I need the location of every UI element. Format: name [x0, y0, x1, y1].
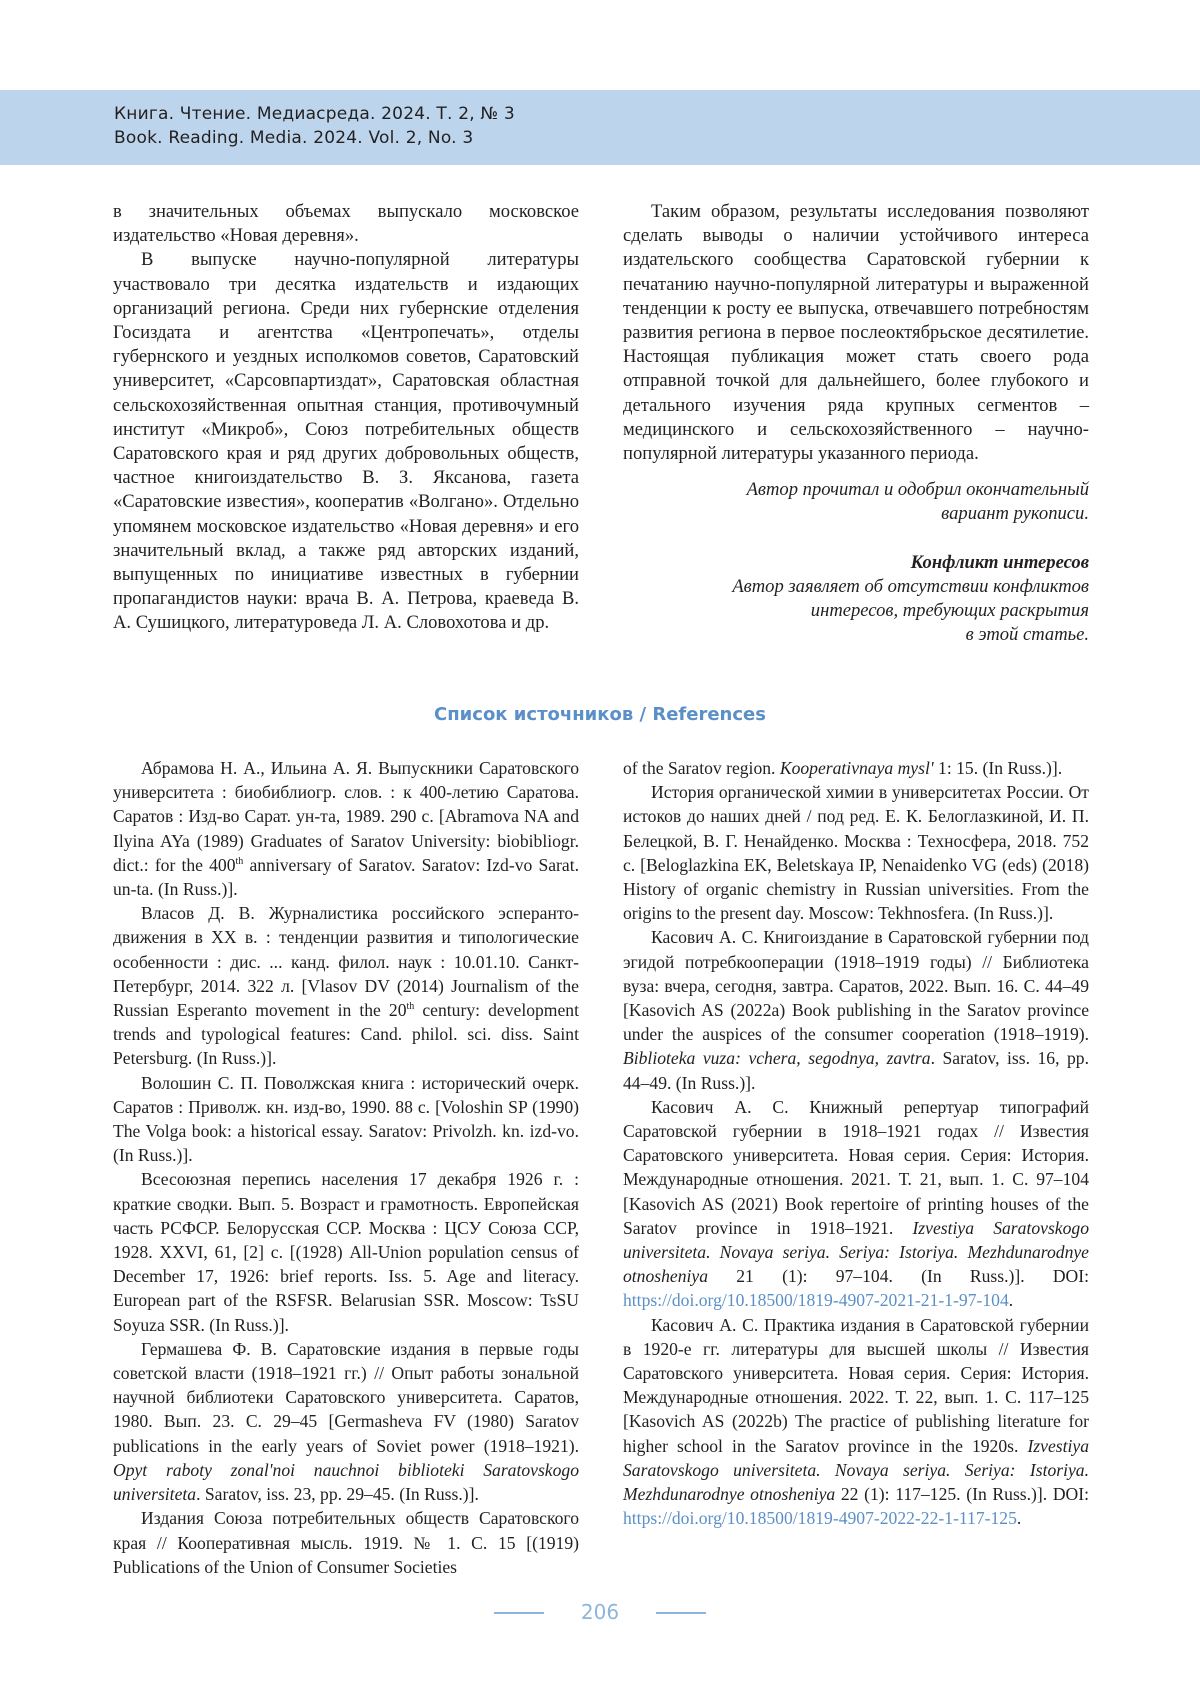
- doi-link[interactable]: https://doi.org/10.18500/1819-4907-2021-21-1-97-104: [623, 1290, 1009, 1310]
- reference-text: anniversary of Saratov. Saratov: Izd-vo Sarat. un-ta. (In Russ.)].: [113, 855, 579, 899]
- journal-header-band: [0, 90, 1200, 165]
- reference-text: 21 (1): 97–104. (In Russ.)]. DOI:: [708, 1266, 1089, 1286]
- journal-title: Opyt raboty zonal'noi nauchnoi biblioteki Saratovskogo universiteta: [113, 1460, 579, 1504]
- conflict-title: Конфликт интересов: [623, 551, 1089, 575]
- journal-title-en: Book. Reading. Media. 2024. Vol. 2, No. 3: [114, 128, 473, 148]
- journal-title: Biblioteka vuza: vchera, segodnya, zavtra: [623, 1048, 931, 1068]
- footer-line-right: [656, 1612, 706, 1614]
- reference-text: История органической химии в университетах России. От истоков до наших дней / под ред. Е. К. Белоглазкиной, И. П. Белецкой, В. Г. Ненайденко. Москва : Техносфера, 2018. 752 с. [Beloglazkina EK, Beletskaya IP, Nenaidenko VG (eds) (2018) History of organic chemistry in Russian universities. From the origins to the present day. Moscow: Tekhnosfera. (In Russ.)].: [623, 782, 1089, 923]
- references-right-column: [623, 756, 1089, 1531]
- superscript: th: [236, 856, 244, 867]
- reference-text: Волошин С. П. Поволжская книга : исторический очерк. Саратов : Приволж. кн. изд-во, 1990. 88 с. [Voloshin SP (1990) The Volga book: a historical essay. Saratov: Privolzh. kn. izd-vo. (In Russ.)].: [113, 1073, 579, 1166]
- reference-text: Касович А. С. Практика издания в Саратовской губернии в 1920-е гг. литературы для высшей школы // Известия Саратовского университета. Новая серия. Серия: История. Международные отношения. 2022. Т. 22, вып. 1. С. 117–125 [Kasovich AS (2022b) The practice of publishing literature for higher school in the Saratov province in the 1920s.: [623, 1315, 1089, 1456]
- reference-item: [113, 1506, 579, 1579]
- reference-text: Абрамова Н. А., Ильина А. Я. Выпускники Саратовского университета : биобиблиогр. слов. : к 400-летию Саратова. Саратов : Изд-во Сарат. ун-та, 1989. 290 с. [Abramova NA and Ilyina AYa (1989) Graduates of Saratov University: biobibliogr. dict.: for the 400: [113, 758, 579, 875]
- reference-item: [113, 901, 579, 1070]
- reference-text: Власов Д. В. Журналистика российского эсперанто-движения в XX в. : тенденции развития и типологические особенности : дис. ... канд. филол. наук : 10.01.10. Санкт-Петербург, 2014. 322 л. [Vlasov DV (2014) Journalism of the Russian Esperanto movement in the 20: [113, 903, 579, 1020]
- conclusion-paragraph: Таким образом, результаты исследования позволяют сделать выводы о наличии устойчивого интереса издательского сообщества Саратовской губернии к печатанию научно-популярной литературы и выраженной тенденции к росту ее выпуска, отвечавшего потребностям развития региона в первое послеоктябрьское десятилетие. Настоящая публикация может стать своего рода отправной точкой для дальнейшего, более глубокого и детального изучения ряда крупных сегментов – медицинского и сельскохозяйственного – научно-популярной литературы указанного периода.: [623, 200, 1089, 466]
- reference-item: [623, 780, 1089, 925]
- reference-item: [113, 1071, 579, 1168]
- approval-line: вариант рукописи.: [623, 502, 1089, 526]
- reference-text: Касович А. С. Книгоиздание в Саратовской губернии под эгидой потребкооперации (1918–1919 годы) // Библиотека вуза: вчера, сегодня, завтра. Саратов, 2022. Вып. 16. С. 44–49 [Kasovich AS (2022a) Book publishing in the Saratov province under the auspices of the consumer cooperation (1918–1919).: [623, 927, 1089, 1044]
- journal-title-ru: Книга. Чтение. Медиасреда. 2024. Т. 2, № 3: [114, 104, 515, 124]
- reference-text: Издания Союза потребительных обществ Саратовского края // Кооперативная мысль. 1919. № 1. С. 15 [(1919) Publications of the Union of Consumer Societies: [113, 1508, 579, 1576]
- journal-title: Kooperativnaya mysl': [780, 758, 934, 778]
- right-text-column: [623, 200, 1089, 647]
- reference-item: [623, 1313, 1089, 1531]
- page-number: 206: [0, 1600, 1200, 1624]
- reference-text: . Saratov, iss. 16, pp. 44–49. (In Russ.)].: [623, 1048, 1089, 1092]
- conflict-line: интересов, требующих раскрытия: [623, 599, 1089, 623]
- left-text-column: [113, 200, 579, 636]
- reference-item: [623, 756, 1089, 780]
- reference-item: [113, 756, 579, 901]
- reference-text: of the Saratov region.: [623, 758, 780, 778]
- reference-item: [623, 1095, 1089, 1313]
- paragraph: в значительных объемах выпускало московское издательство «Новая деревня».: [113, 200, 579, 248]
- journal-title: Izvestiya Saratovskogo universiteta. Novaya seriya. Seriya: Istoriya. Mezhdunarodnye otnosheniya: [623, 1218, 1089, 1286]
- reference-text: .: [1009, 1290, 1013, 1310]
- reference-text: . Saratov, iss. 23, pp. 29–45. (In Russ.)].: [196, 1484, 479, 1504]
- references-heading: Список источников / References: [0, 704, 1200, 725]
- journal-title: Izvestiya Saratovskogo universiteta. Novaya seriya. Seriya: Istoriya. Mezhdunarodnye otnosheniya: [623, 1436, 1089, 1504]
- reference-text: Всесоюзная перепись населения 17 декабря 1926 г. : краткие сводки. Вып. 5. Возраст и грамотность. Европейская часть РСФСР. Белорусская ССР. Москва : ЦСУ Союза ССР, 1928. XXVI, 61, [2] с. [(1928) All-Union population census of December 17, 1926: brief reports. Iss. 5. Age and literacy. European part of the RSFSR. Belarusian SSR. Moscow: TsSU Soyuza SSR. (In Russ.)].: [113, 1169, 579, 1334]
- reference-text: 22 (1): 117–125. (In Russ.)]. DOI:: [835, 1484, 1089, 1504]
- reference-item: [113, 1167, 579, 1336]
- doi-link[interactable]: https://doi.org/10.18500/1819-4907-2022-22-1-117-125: [623, 1508, 1017, 1528]
- reference-text: Гермашева Ф. В. Саратовские издания в первые годы советской власти (1918–1921 гг.) // Опыт работы зональной научной библиотеки Саратовского университета. Саратов, 1980. Вып. 23. С. 29–45 [Germasheva FV (1980) Saratov publications in the early years of Soviet power (1918–1921).: [113, 1339, 579, 1456]
- approval-line: Автор прочитал и одобрил окончательный: [623, 478, 1089, 502]
- paragraph: В выпуске научно-популярной литературы участвовало три десятка издательств и издающих организаций региона. Среди них губернские отделения Госиздата и агентства «Центропечать», отделы губернского и уездных исполкомов советов, Саратовский университет, «Сарсовпартиздат», Саратовская областная сельскохозяйственная опытная станция, противочумный институт «Микроб», Союз потребительных обществ Саратовского края и ряд других добровольных обществ, частное книгоиздательство В. З. Яксанова, газета «Саратовские известия», кооператив «Волгано». Отдельно упомянем московское издательство «Новая деревня» и его значительный вклад, а также ряд авторских изданий, выпущенных по инициативе известных в губернии пропагандистов науки: врача В. А. Петрова, краеведа В. А. Сушицкого, литературоведа Л. А. Словохотова и др.: [113, 248, 579, 635]
- superscript: th: [407, 1001, 415, 1012]
- reference-text: 1: 15. (In Russ.)].: [934, 758, 1063, 778]
- conflict-of-interest: [623, 551, 1089, 648]
- conflict-line: в этой статье.: [623, 623, 1089, 647]
- author-approval: [623, 478, 1089, 526]
- reference-text: .: [1017, 1508, 1021, 1528]
- reference-text: century: development trends and typological features: Cand. philol. sci. diss. Saint Petersburg. (In Russ.)].: [113, 1000, 579, 1068]
- reference-text: Касович А. С. Книжный репертуар типографий Саратовской губернии в 1918–1921 годах // Известия Саратовского университета. Новая серия. Серия: История. Международные отношения. 2021. Т. 21, вып. 1. С. 97–104 [Kasovich AS (2021) Book repertoire of printing houses of the Saratov province in 1918–1921.: [623, 1097, 1089, 1238]
- reference-item: [113, 1337, 579, 1506]
- references-left-column: [113, 756, 579, 1579]
- conflict-line: Автор заявляет об отсутствии конфликтов: [623, 575, 1089, 599]
- reference-item: [623, 925, 1089, 1094]
